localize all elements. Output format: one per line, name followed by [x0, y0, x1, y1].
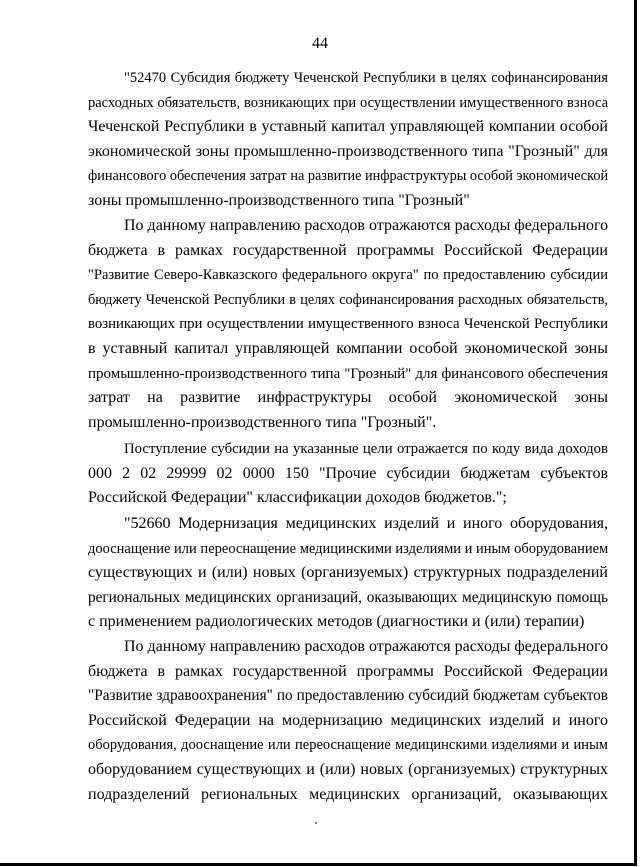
text-line: возникающих при осуществлении имущественного взноса Чеченской Республики — [88, 316, 608, 333]
text-line: региональных медицинских организаций, оказывающих медицинскую помощь — [88, 588, 608, 606]
text-line: экономической зоны промышленно-производственного типа "Грозный" для — [88, 142, 608, 160]
text-line: расходных обязательств, возникающих при осуществлении имущественного взноса — [88, 94, 608, 111]
paragraph-52660-title — [88, 512, 608, 635]
text-line: промышленно-производственного типа "Грозный". — [88, 413, 437, 431]
text-line: с применением радиологических методов (диагностики и (или) терапии) — [88, 613, 585, 631]
text-line: "52660 Модернизация медицинских изделий и иного оборудования, — [124, 515, 608, 532]
text-line: оборудованием существующих и (или) новых (организуемых) структурных — [88, 760, 608, 778]
text-line: оборудования, дооснащение или переоснащение медицинскими изделиями и иным — [88, 737, 608, 754]
text-line: дооснащение или переоснащение медицинскими изделиями и иным оборудованием — [88, 540, 609, 557]
text-line: Поступление субсидии на указанные цели отражается по коду вида доходов — [124, 441, 608, 457]
paragraph-52470-description — [88, 214, 608, 435]
text-line: подразделений региональных медицинских организаций, оказывающих — [88, 785, 608, 803]
text-line: промышленно-производственного типа "Грозный" для финансового обеспечения — [88, 365, 608, 382]
text-line: "Развитие Северо-Кавказского федерального округа" по предоставлению субсидии — [88, 267, 608, 284]
text-line: Российской Федерации" классификации доходов бюджетов."; — [88, 489, 507, 507]
text-line: затрат на развитие инфраструктуры особой экономической зоны — [88, 389, 608, 407]
scan-speck — [315, 822, 317, 824]
text-line: По данному направлению расходов отражаются расходы федерального — [124, 217, 609, 234]
page-number: 44 — [312, 35, 328, 52]
text-line: бюджета в рамках государственной программы Российской Федерации — [88, 662, 608, 680]
text-line: По данному направлению расходов отражаются расходы федерального — [124, 638, 609, 655]
text-line: "Развитие здравоохранения" по предоставлению субсидий бюджетам субъектов — [88, 687, 608, 705]
paragraph-52660-description — [88, 635, 608, 807]
text-line: бюджета в рамках государственной программы Российской Федерации — [88, 241, 608, 259]
text-line: 000 2 02 29999 02 0000 150 "Прочие субсидии бюджетам субъектов — [88, 464, 608, 482]
text-line: финансового обеспечения затрат на развитие инфраструктуры особой экономической — [88, 168, 609, 185]
text-line: Чеченской Республики в уставный капитал управляющей компании особой — [88, 118, 608, 136]
text-line: зоны промышленно-производственного типа "Грозный" — [88, 191, 470, 209]
paragraph-revenue-code — [88, 437, 608, 511]
text-line: в уставный капитал управляющей компании особой экономической зоны — [88, 339, 608, 357]
scan-speck — [268, 540, 269, 541]
text-line: бюджету Чеченской Республики в целях софинансирования расходных обязательств, — [88, 291, 608, 308]
text-line: существующих и (или) новых (организуемых) структурных подразделений — [88, 564, 608, 582]
text-line: Российской Федерации на модернизацию медицинских изделий и иного — [88, 711, 608, 729]
text-line: "52470 Субсидия бюджету Чеченской Республики в целях софинансирования — [124, 70, 608, 86]
paragraph-52470-title — [88, 66, 608, 214]
